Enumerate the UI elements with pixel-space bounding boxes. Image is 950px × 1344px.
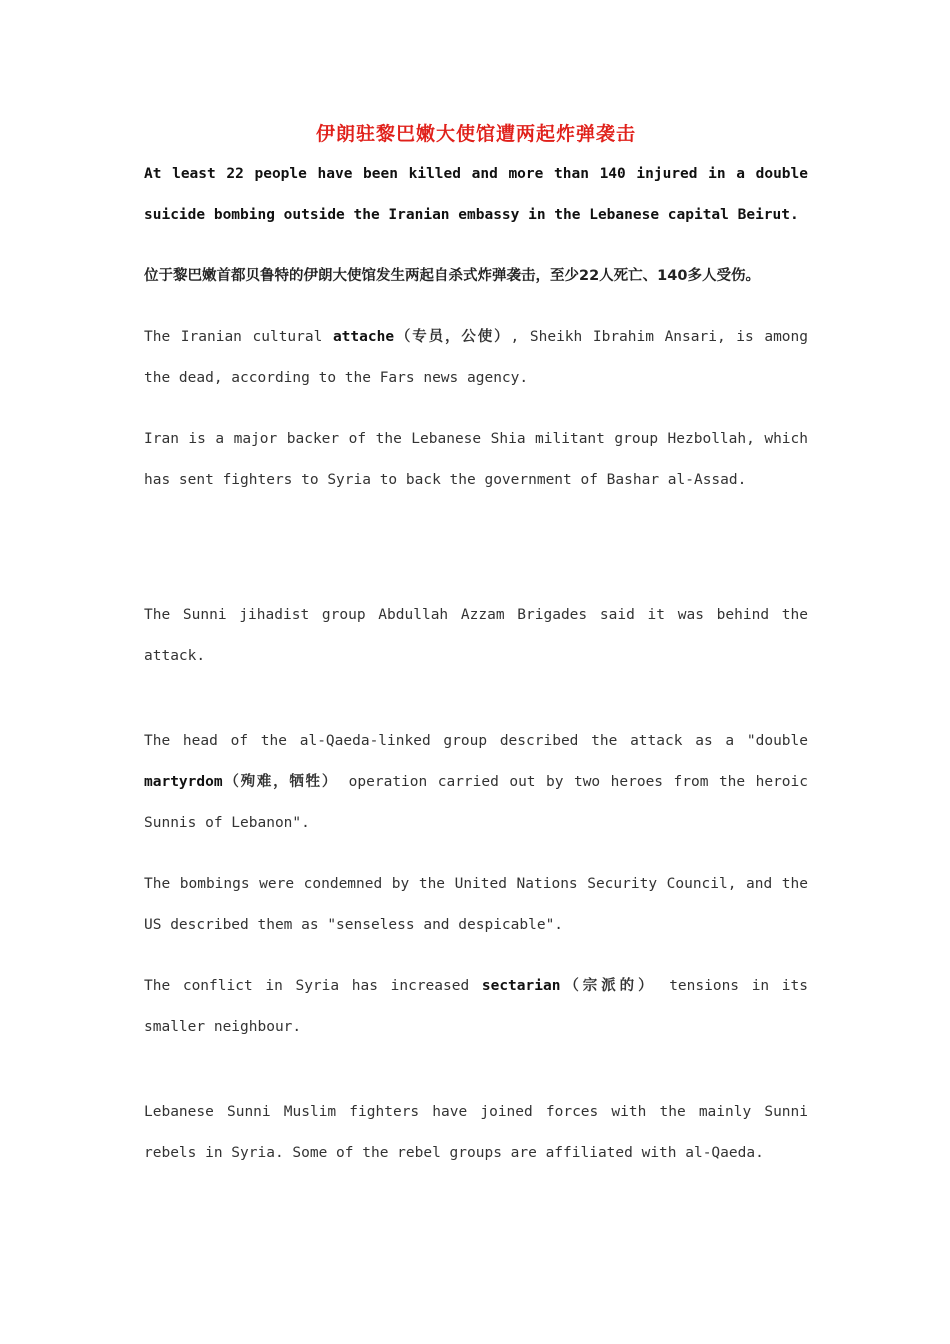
vocab-term-sectarian: sectarian: [481, 978, 561, 994]
paragraph-sunni-group: The Sunni jihadist group Abdullah Azzam Brigades said it was behind the attack.: [144, 607, 808, 664]
lead-paragraph-zh: 位于黎巴嫩首都贝鲁特的伊朗大使馆发生两起自杀式炸弹袭击，至少22人死亡、140多人受伤。: [144, 268, 760, 284]
paragraph-condemned: The bombings were condemned by the United Nations Security Council, and the US described them as "senseless and despicable".: [144, 876, 808, 933]
paragraph-martyrdom: The head of the al-Qaeda-linked group described the attack as a "double martyrdom（殉难，牺牲） operation carried out by two heroes from the heroic Sunnis of Lebanon".: [144, 733, 808, 831]
paragraph-lebanese-fighters: Lebanese Sunni Muslim fighters have joined forces with the mainly Sunni rebels in Syria. Some of the rebel groups are affiliated with al-Qaeda.: [144, 1104, 808, 1161]
lead-paragraph-en: At least 22 people have been killed and more than 140 injured in a double suicide bombing outside the Iranian embassy in the Lebanese capital Beirut.: [144, 166, 808, 223]
paragraph-iran-backer: Iran is a major backer of the Lebanese Shia militant group Hezbollah, which has sent fighters to Syria to back the government of Bashar al-Assad.: [144, 431, 808, 488]
paragraph-attache: The Iranian cultural attache（专员，公使）, Sheikh Ibrahim Ansari, is among the dead, according to the Fars news agency.: [144, 329, 808, 386]
vocab-gloss-martyrdom: （殉难，牺牲）: [222, 774, 339, 790]
vocab-term-martyrdom: martyrdom: [144, 774, 223, 790]
document-page: [144, 118, 808, 1174]
paragraph-sectarian: The conflict in Syria has increased sectarian（宗派的） tensions in its smaller neighbour.: [144, 978, 808, 1035]
vocab-gloss-attache: （专员，公使）: [394, 329, 511, 345]
vocab-gloss-sectarian: （宗派的）: [560, 978, 657, 994]
article-title: 伊朗驻黎巴嫩大使馆遭两起炸弹袭击: [315, 123, 636, 145]
vocab-term-attache: attache: [332, 329, 395, 345]
